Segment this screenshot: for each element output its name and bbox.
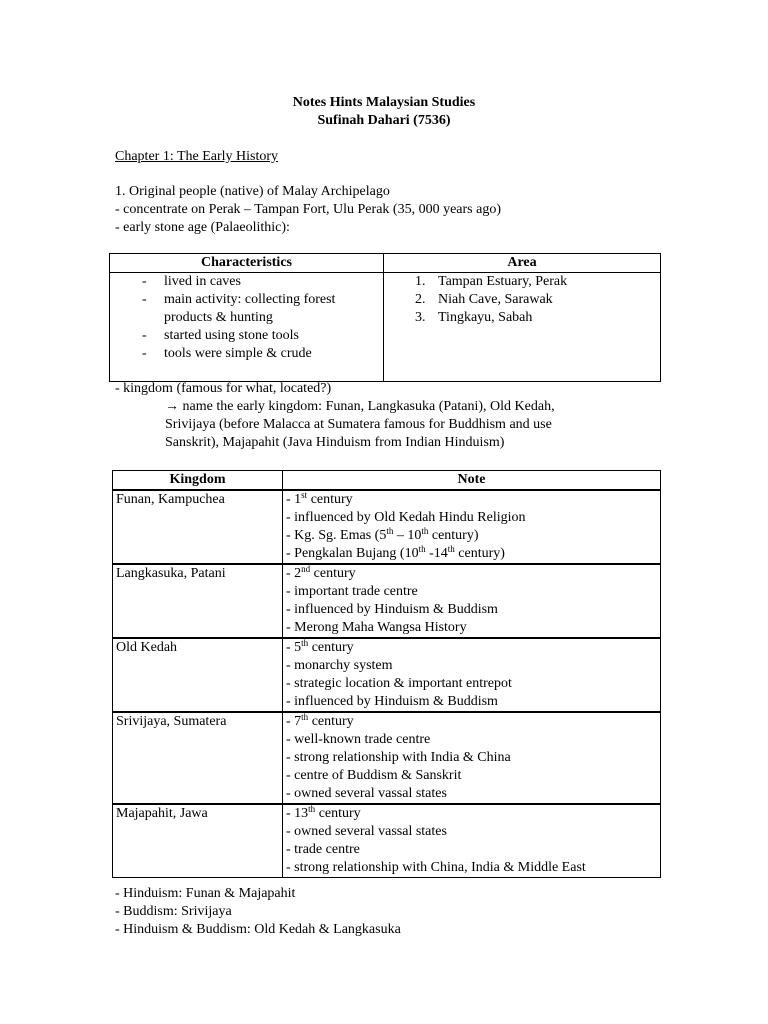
arrow-icon: → (165, 399, 179, 414)
note-line: - important trade centre (286, 584, 418, 599)
list-item (386, 273, 660, 291)
table-header-row (113, 471, 661, 491)
kingdom-name: Old Kedah (113, 638, 283, 712)
kingdom-note (283, 564, 661, 638)
kingdom-table (112, 470, 661, 878)
note-line: - trade centre (286, 842, 360, 857)
intro-point-2: - concentrate on Perak – Tampan Fort, Ulu Perak (35, 000 years ago) (115, 202, 501, 217)
list-number: 1. (415, 274, 426, 289)
note-line: - 7th century (286, 712, 354, 729)
list-number: 2. (415, 292, 426, 307)
table-row (113, 564, 661, 638)
summary-line-2: - Buddism: Srivijaya (115, 904, 232, 919)
table-row (113, 638, 661, 712)
document-author: Sufinah Dahari (7536) (317, 113, 451, 128)
kingdom-note-line-2: Srivijaya (before Malacca at Sumatera famous for Buddhism and use (165, 417, 552, 432)
note-line: - monarchy system (286, 658, 393, 673)
kingdom-name: Langkasuka, Patani (113, 564, 283, 638)
note-line: - influenced by Hinduism & Buddism (286, 694, 498, 709)
summary-line-3: - Hinduism & Buddism: Old Kedah & Langkasuka (115, 922, 401, 937)
note-line: - well-known trade centre (286, 732, 431, 747)
list-item: - started using stone tools (112, 327, 383, 345)
note-line: - Kg. Sg. Emas (5th – 10th century) (286, 526, 479, 543)
intro-point-3: - early stone age (Palaeolithic): (115, 220, 290, 235)
note-line: - strong relationship with India & China (286, 750, 511, 765)
document-title: Notes Hints Malaysian Studies (292, 95, 476, 110)
table-row (113, 712, 661, 804)
note-line: - owned several vassal states (286, 786, 447, 801)
area-cell (384, 273, 661, 382)
table-row (110, 273, 661, 382)
note-line: - Merong Maha Wangsa History (286, 620, 467, 635)
list-item (386, 309, 660, 327)
column-header: Area (384, 254, 661, 273)
kingdom-question: - kingdom (famous for what, located?) (115, 381, 332, 396)
list-item (386, 291, 660, 309)
note-line: - 2nd century (286, 564, 356, 581)
note-line: - Pengkalan Bujang (10th -14th century) (286, 544, 505, 561)
note-line: - 1st century (286, 490, 353, 507)
area-text: Tampan Estuary, Perak (438, 274, 568, 289)
kingdom-note (283, 712, 661, 804)
list-item: - main activity: collecting forest (112, 291, 383, 309)
area-text: Tingkayu, Sabah (438, 310, 533, 325)
list-item: products & hunting (164, 310, 273, 325)
kingdom-name: Majapahit, Jawa (113, 804, 283, 878)
list-number: 3. (415, 310, 426, 325)
kingdom-name: Srivijaya, Sumatera (113, 712, 283, 804)
kingdom-note-line-1 (165, 398, 555, 416)
table-row (113, 804, 661, 878)
kingdom-note (283, 804, 661, 878)
kingdom-note-line-3: Sanskrit), Majapahit (Java Hinduism from Indian Hinduism) (165, 435, 505, 450)
characteristics-cell (110, 273, 384, 382)
area-text: Niah Cave, Sarawak (438, 292, 553, 307)
table-row (113, 490, 661, 564)
list-item: - lived in caves (112, 273, 383, 291)
kingdom-note (283, 490, 661, 564)
table-header-row (110, 254, 661, 273)
note-line: - centre of Buddism & Sanskrit (286, 768, 462, 783)
summary-line-1: - Hinduism: Funan & Majapahit (115, 886, 296, 901)
column-header: Note (283, 471, 661, 491)
column-header: Characteristics (110, 254, 384, 273)
column-header: Kingdom (113, 471, 283, 491)
kingdom-note (283, 638, 661, 712)
note-line: - 13th century (286, 804, 361, 821)
note-line: - strategic location & important entrepot (286, 676, 512, 691)
characteristics-table (109, 253, 661, 382)
note-line: - strong relationship with China, India & Middle East (286, 860, 586, 875)
note-line: - owned several vassal states (286, 824, 447, 839)
note-line: - influenced by Hinduism & Buddism (286, 602, 498, 617)
note-line: - influenced by Old Kedah Hindu Religion (286, 510, 526, 525)
intro-point-1: 1. Original people (native) of Malay Archipelago (115, 184, 390, 199)
kingdom-note-text: name the early kingdom: Funan, Langkasuka (Patani), Old Kedah, (182, 399, 555, 414)
note-line: - 5th century (286, 638, 354, 655)
kingdom-name: Funan, Kampuchea (113, 490, 283, 564)
list-item: - tools were simple & crude (112, 345, 383, 363)
chapter-heading: Chapter 1: The Early History (115, 149, 279, 164)
